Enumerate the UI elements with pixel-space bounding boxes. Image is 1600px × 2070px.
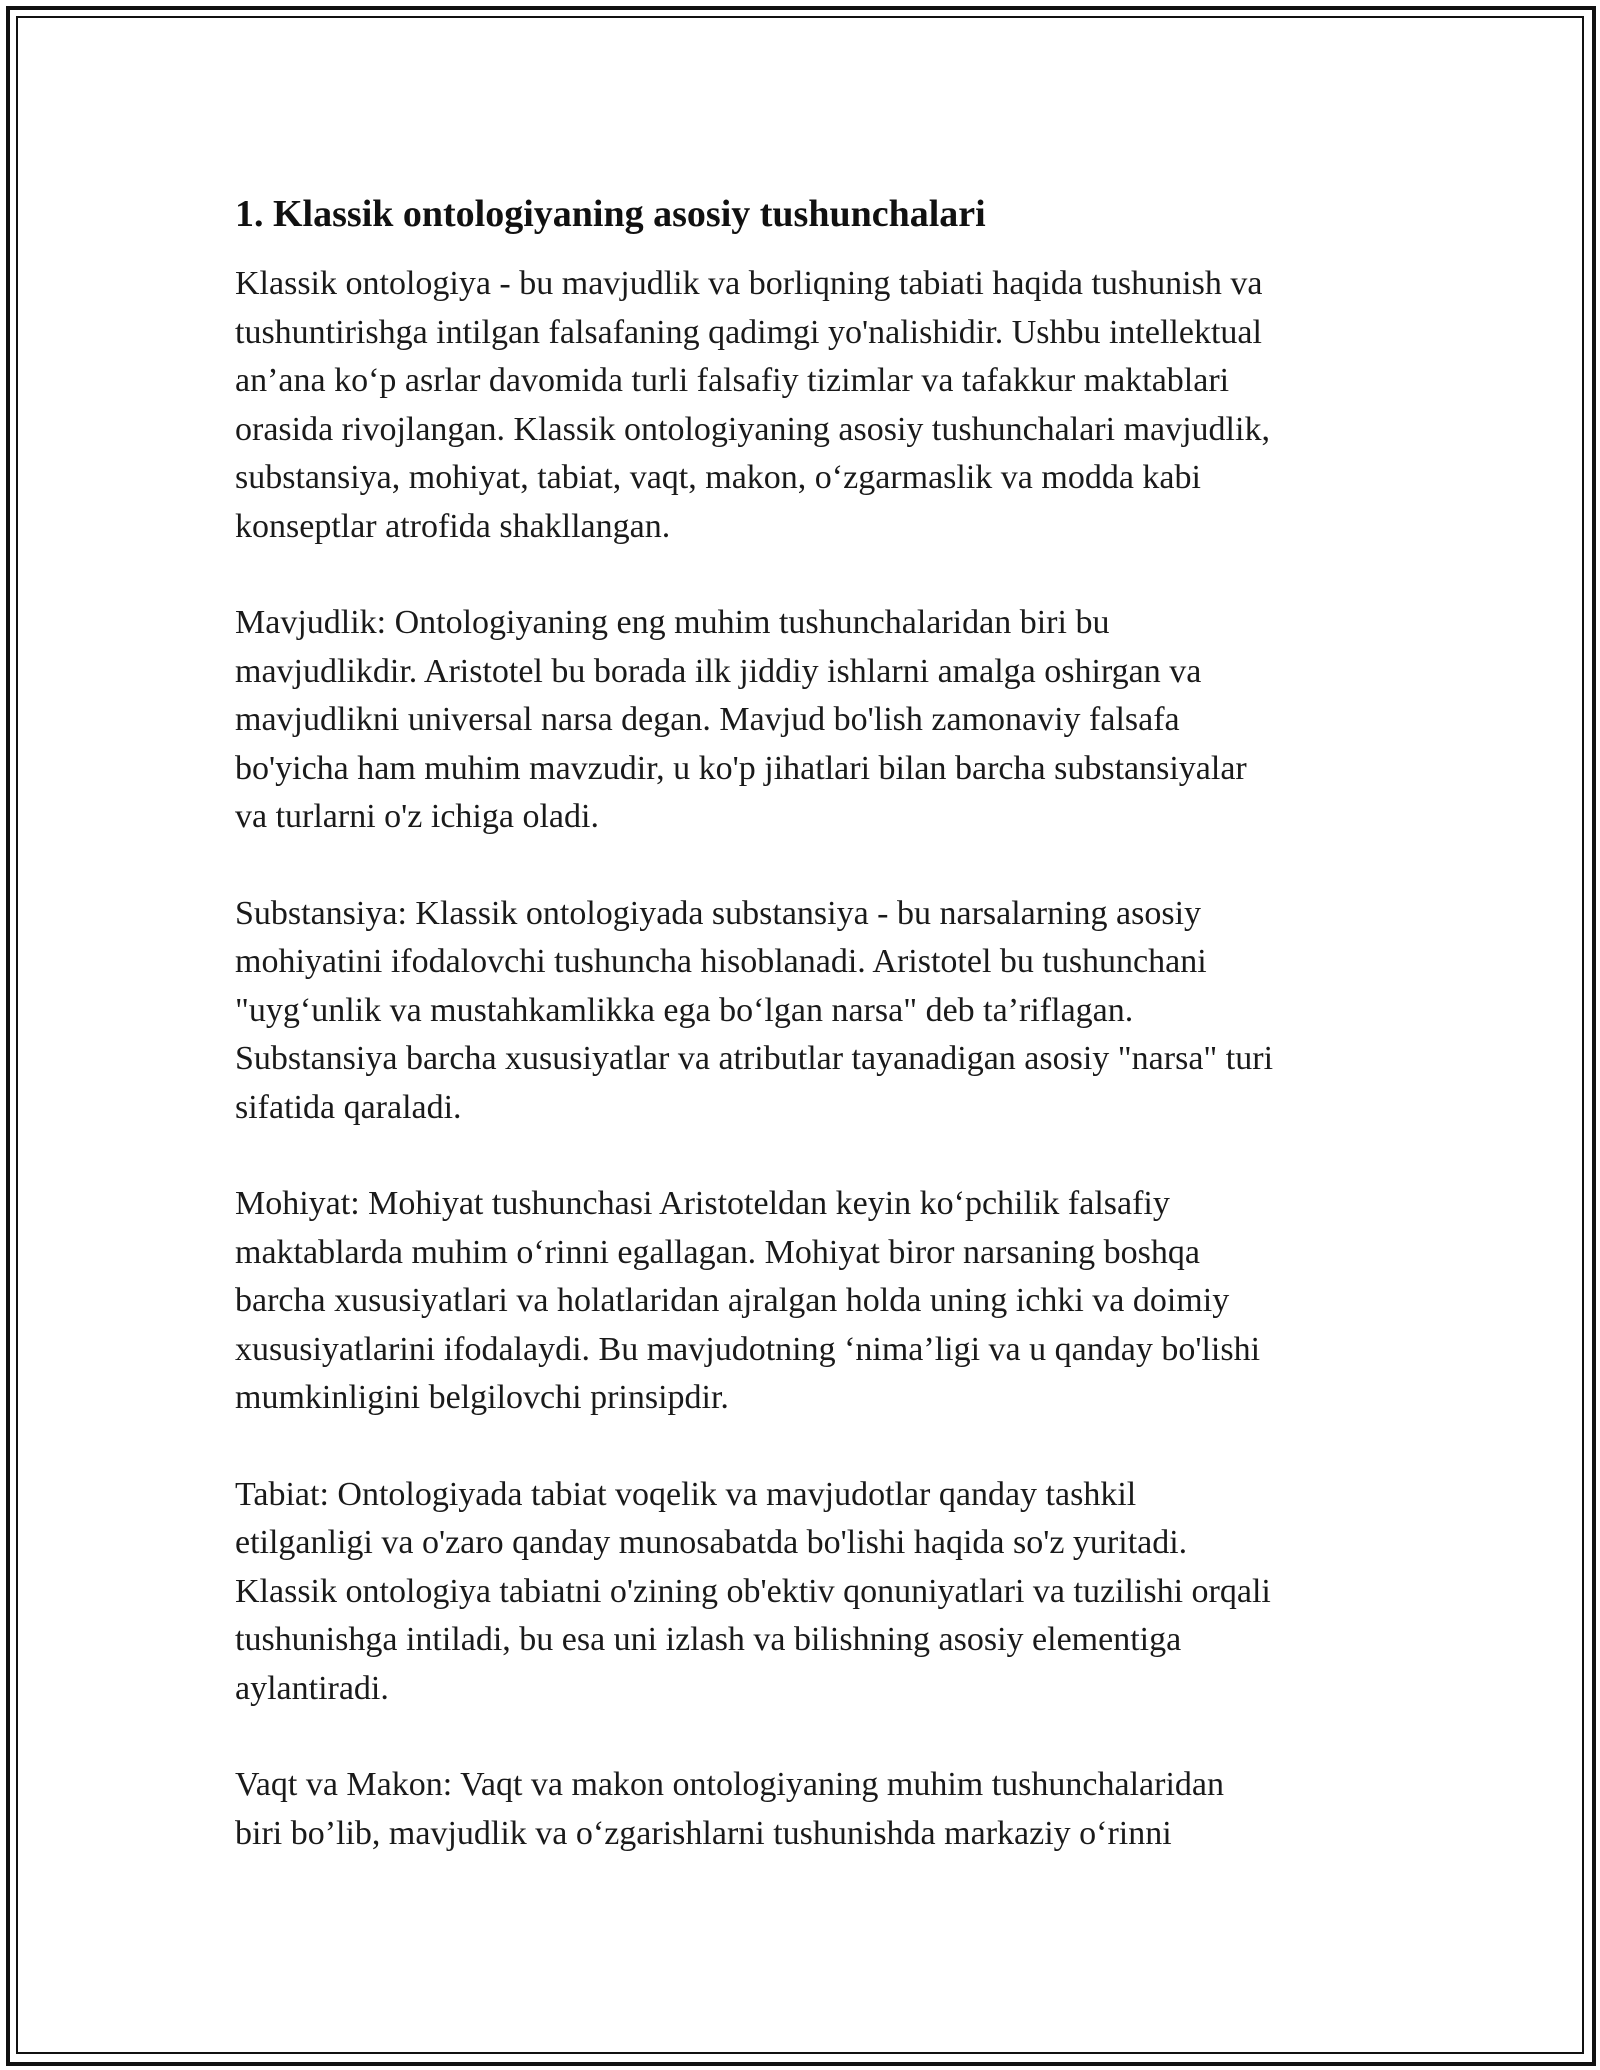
text-line: tushunishga intiladi, bu esa uni izlash va bilishning asosiy elementiga (235, 1621, 1182, 1658)
text-line: Substansiya: Klassik ontologiyada substansiya - bu narsalarning asosiy (235, 894, 1202, 932)
text-line: biri bo’lib, mavjudlik va o‘zgarishlarni tushunishda markaziy o‘rinni (235, 1814, 1172, 1852)
text-line: mumkinligini belgilovchi prinsipdir. (235, 1379, 729, 1416)
paragraph-tabiat (235, 1471, 1370, 1714)
text-line: Mavjudlik: Ontologiyaning eng muhim tushunchalaridan biri bu (235, 604, 1110, 641)
text-line: tushuntirishga intilgan falsafaning qadimgi yo'nalishidir. Ushbu intellektual (235, 313, 1262, 351)
text-line: Vaqt va Makon: Vaqt va makon ontologiyaning muhim tushunchalaridan (235, 1766, 1224, 1803)
text-line: Mohiyat: Mohiyat tushunchasi Aristoteldan keyin ko‘pchilik falsafiy (235, 1185, 1170, 1222)
text-line: maktablarda muhim o‘rinni egallagan. Mohiyat biror narsaning boshqa (235, 1233, 1200, 1271)
section-heading: 1. Klassik ontologiyaning asosiy tushunchalari (235, 193, 986, 235)
text-line: Tabiat: Ontologiyada tabiat voqelik va mavjudotlar qanday tashkil (235, 1475, 1137, 1513)
text-line: bo'yicha ham muhim mavzudir, u ko'p jihatlari bilan barcha substansiyalar (235, 749, 1247, 787)
text-line: aylantiradi. (235, 1669, 389, 1707)
text-line: mohiyatini ifodalovchi tushuncha hisoblanadi. Aristotel bu tushunchani (235, 943, 1207, 980)
paragraph-vaqt-makon (235, 1761, 1370, 1858)
paragraph-intro (235, 260, 1370, 551)
text-line: an’ana ko‘p asrlar davomida turli falsafiy tizimlar va tafakkur maktablari (235, 362, 1230, 399)
text-line: Substansiya barcha xususiyatlar va atributlar tayanadigan asosiy "narsa" turi (235, 1040, 1274, 1077)
text-line: substansiya, mohiyat, tabiat, vaqt, makon, o‘zgarmaslik va modda kabi (235, 459, 1201, 496)
text-line: mavjudlikdir. Aristotel bu borada ilk jiddiy ishlarni amalga oshirgan va (235, 652, 1202, 690)
text-line: etilganligi va o'zaro qanday munosabatda bo'lishi haqida so'z yuritadi. (235, 1524, 1188, 1561)
paragraph-mohiyat (235, 1180, 1370, 1423)
text-line: va turlarni o'z ichiga oladi. (235, 798, 599, 835)
text-line: xususiyatlarini ifodalaydi. Bu mavjudotning ‘nima’ligi va u qanday bo'lishi (235, 1330, 1261, 1368)
text-line: "uyg‘unlik va mustahkamlikka ega bo‘lgan narsa" deb ta’riflagan. (235, 991, 1134, 1029)
text-line: orasida rivojlangan. Klassik ontologiyaning asosiy tushunchalari mavjudlik, (235, 410, 1270, 448)
text-line: barcha xususiyatlari va holatlaridan ajralgan holda uning ichki va doimiy (235, 1282, 1230, 1319)
text-line: sifatida qaraladi. (235, 1088, 462, 1126)
text-line: Klassik ontologiya - bu mavjudlik va borliqning tabiati haqida tushunish va (235, 265, 1263, 302)
paragraph-mavjudlik (235, 599, 1370, 842)
text-line: mavjudlikni universal narsa degan. Mavjud bo'lish zamonaviy falsafa (235, 701, 1180, 738)
text-line: Klassik ontologiya tabiatni o'zining ob'ektiv qonuniyatlari va tuzilishi orqali (235, 1572, 1271, 1610)
document-body (235, 188, 1370, 1906)
text-line: konseptlar atrofida shakllangan. (235, 507, 671, 545)
paragraph-substansiya (235, 890, 1370, 1133)
